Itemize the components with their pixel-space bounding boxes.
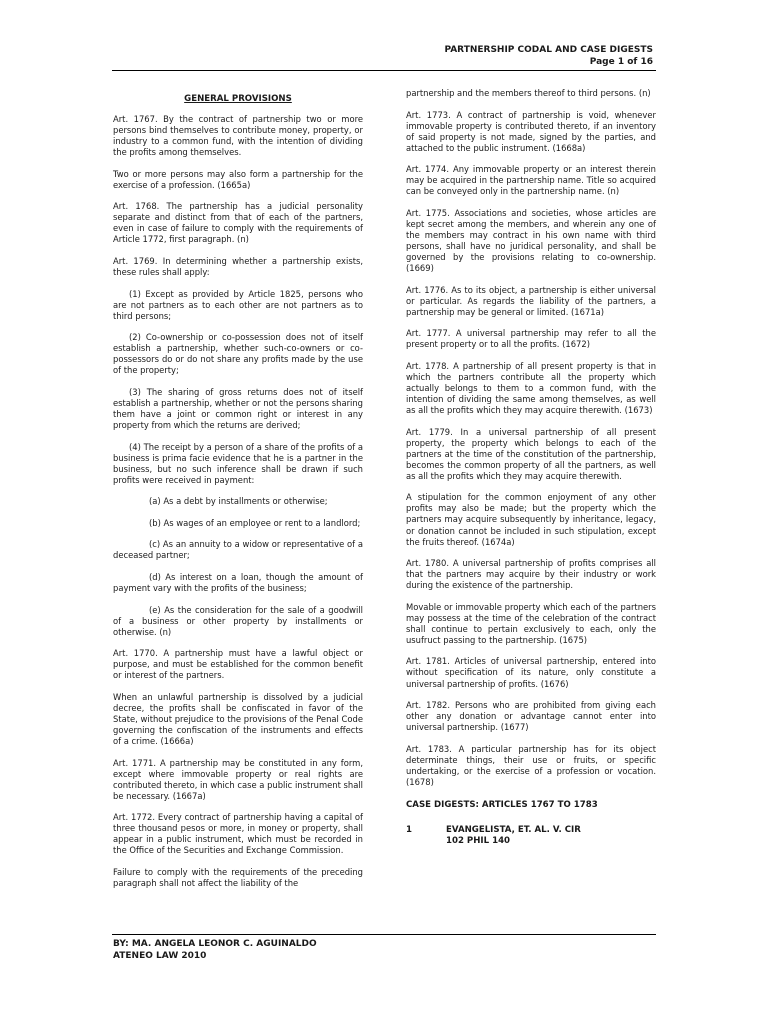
subrule-a: (a) As a debt by installments or otherwise; xyxy=(149,496,328,507)
article-1779: Art. 1779. In a universal partnership of all present property, the property which belongs to each of the partners at the time of the constitution of the partnership, becomes the common property of all the partners, as well as all the profits which they may acquire therewith. xyxy=(406,426,656,481)
article-1769: Art. 1769. In determining whether a partnership exists, these rules shall apply: xyxy=(113,256,363,278)
article-1768: Art. 1768. The partnership has a judicial personality separate and distinct from that of each of the partners, even in case of failure to comply with the requirements of Article 1772, first paragraph. (n) xyxy=(113,201,363,245)
subrule-c: (c) As an annuity to a widow or representative of a deceased partner; xyxy=(113,539,363,561)
paragraph: A stipulation for the common enjoyment of any other profits may also be made; but the property which the partners may acquire subsequently by inheritance, legacy, or donation cannot be included in such stipulation, except the fruits thereof. (1674a) xyxy=(406,492,656,547)
case-info xyxy=(446,825,581,847)
section-heading: GENERAL PROVISIONS xyxy=(184,94,292,104)
left-column xyxy=(113,88,363,900)
subrule-d: (d) As interest on a loan, though the amount of payment vary with the profits of the business; xyxy=(113,572,363,594)
case-entry xyxy=(406,825,656,847)
case-citation: 102 PHIL 140 xyxy=(446,835,511,846)
article-1771: Art. 1771. A partnership may be constituted in any form, except where immovable property or real rights are contributed thereto, in which case a public instrument shall be necessary. (1667a) xyxy=(113,757,363,801)
case-digests-heading: CASE DIGESTS: ARTICLES 1767 TO 1783 xyxy=(406,799,598,810)
case-number: 1 xyxy=(406,824,412,835)
article-1772: Art. 1772. Every contract of partnership having a capital of three thousand pesos or more, in money or property, shall appear in a public instrument, which must be recorded in the Office of the Securities and Exchange Commission. xyxy=(113,812,363,856)
paragraph: Movable or immovable property which each of the partners may possess at the time of the celebration of the contract shall continue to pertain exclusively to each, only the usufruct passing to the partnership. (1675) xyxy=(406,601,656,645)
article-1778: Art. 1778. A partnership of all present property is that in which the partners contribute all the property which actually belongs to them to a common fund, with the intention of dividing the same among themselves, as well as all the profits which they may acquire therewith. (1673) xyxy=(406,360,656,416)
paragraph: Two or more persons may also form a partnership for the exercise of a profession. (1665a) xyxy=(113,168,363,190)
subrule-b: (b) As wages of an employee or rent to a landlord; xyxy=(149,517,361,528)
article-1776: Art. 1776. As to its object, a partnership is either universal or particular. As regards the liability of the partners, a partnership may be general or limited. (1671a) xyxy=(406,284,656,317)
article-1775: Art. 1775. Associations and societies, whose articles are kept secret among the members, and wherein any one of the members may contract in his own name with third persons, shall have no juridical personality, and shall be governed by the provisions relating to co-ownership. (1669) xyxy=(406,207,656,274)
paragraph: When an unlawful partnership is dissolved by a judicial decree, the profits shall be confiscated in favor of the State, without prejudice to the provisions of the Penal Code governing the confiscation of the instruments and effects of a crime. (1666a) xyxy=(113,691,363,747)
document-title: PARTNERSHIP CODAL AND CASE DIGESTS xyxy=(444,45,653,55)
article-1777: Art. 1777. A universal partnership may refer to all the present property or to all the profits. (1672) xyxy=(406,328,656,350)
article-1770: Art. 1770. A partnership must have a lawful object or purpose, and must be established for the common benefit or interest of the partners. xyxy=(113,648,363,681)
article-1780: Art. 1780. A universal partnership of profits comprises all that the partners may acquire by their industry or work during the existence of the partnership. xyxy=(406,558,656,591)
article-1773: Art. 1773. A contract of partnership is void, whenever immovable property is contributed thereto, if an inventory of said property is not made, signed by the parties, and attached to the public instrument. (1668a) xyxy=(406,109,656,153)
author: BY: MA. ANGELA LEONOR C. AGUINALDO xyxy=(113,939,317,949)
paragraph: Failure to comply with the requirements of the preceding paragraph shall not affect the liability of the xyxy=(113,866,363,889)
rule-3: (3) The sharing of gross returns does not of itself establish a partnership, whether or not the persons sharing them have a joint or common right or interest in any property from which the returns are derived; xyxy=(113,386,363,431)
rule-1: (1) Except as provided by Article 1825, persons who are not partners as to each other are not partners as to third persons; xyxy=(113,288,363,321)
article-1781: Art. 1781. Articles of universal partnership, entered into without specification of its nature, only constitute a universal partnership of profits. (1676) xyxy=(406,656,656,689)
subrule-e: (e) As the consideration for the sale of a goodwill of a business or other property by installments or otherwise. (n) xyxy=(113,604,363,637)
case-title: EVANGELISTA, ET. AL. V. CIR xyxy=(446,824,581,835)
footer-divider xyxy=(112,934,656,935)
paragraph: partnership and the members thereof to third persons. (n) xyxy=(406,88,651,98)
article-1783: Art. 1783. A particular partnership has for its object determinate things, their use or fruits, or specific undertaking, or the exercise of a profession or vocation. (1678) xyxy=(406,743,656,787)
page-number: Page 1 of 16 xyxy=(589,56,653,67)
rule-4: (4) The receipt by a person of a share of the profits of a business is prima facie evidence that he is a partner in the business, but no such inference shall be drawn if such profits were received in payment: xyxy=(113,441,363,485)
right-column xyxy=(406,88,656,847)
page-footer xyxy=(113,938,317,962)
header-divider xyxy=(112,70,656,71)
article-1767: Art. 1767. By the contract of partnership two or more persons bind themselves to contribute money, property, or industry to a common fund, with the intention of dividing the profits among themselves. xyxy=(113,114,363,158)
rule-2: (2) Co-ownership or co-possession does not of itself establish a partnership, whether such-co-owners or co-possessors do or do not share any profits made by the use of the property; xyxy=(113,332,363,376)
article-1782: Art. 1782. Persons who are prohibited from giving each other any donation or advantage cannot enter into universal partnership. (1677) xyxy=(406,700,656,733)
page-header xyxy=(444,45,653,68)
school: ATENEO LAW 2010 xyxy=(113,951,207,961)
article-1774: Art. 1774. Any immovable property or an interest therein may be acquired in the partnership name. Title so acquired can be conveyed only in the partnership name. (n) xyxy=(406,164,656,197)
